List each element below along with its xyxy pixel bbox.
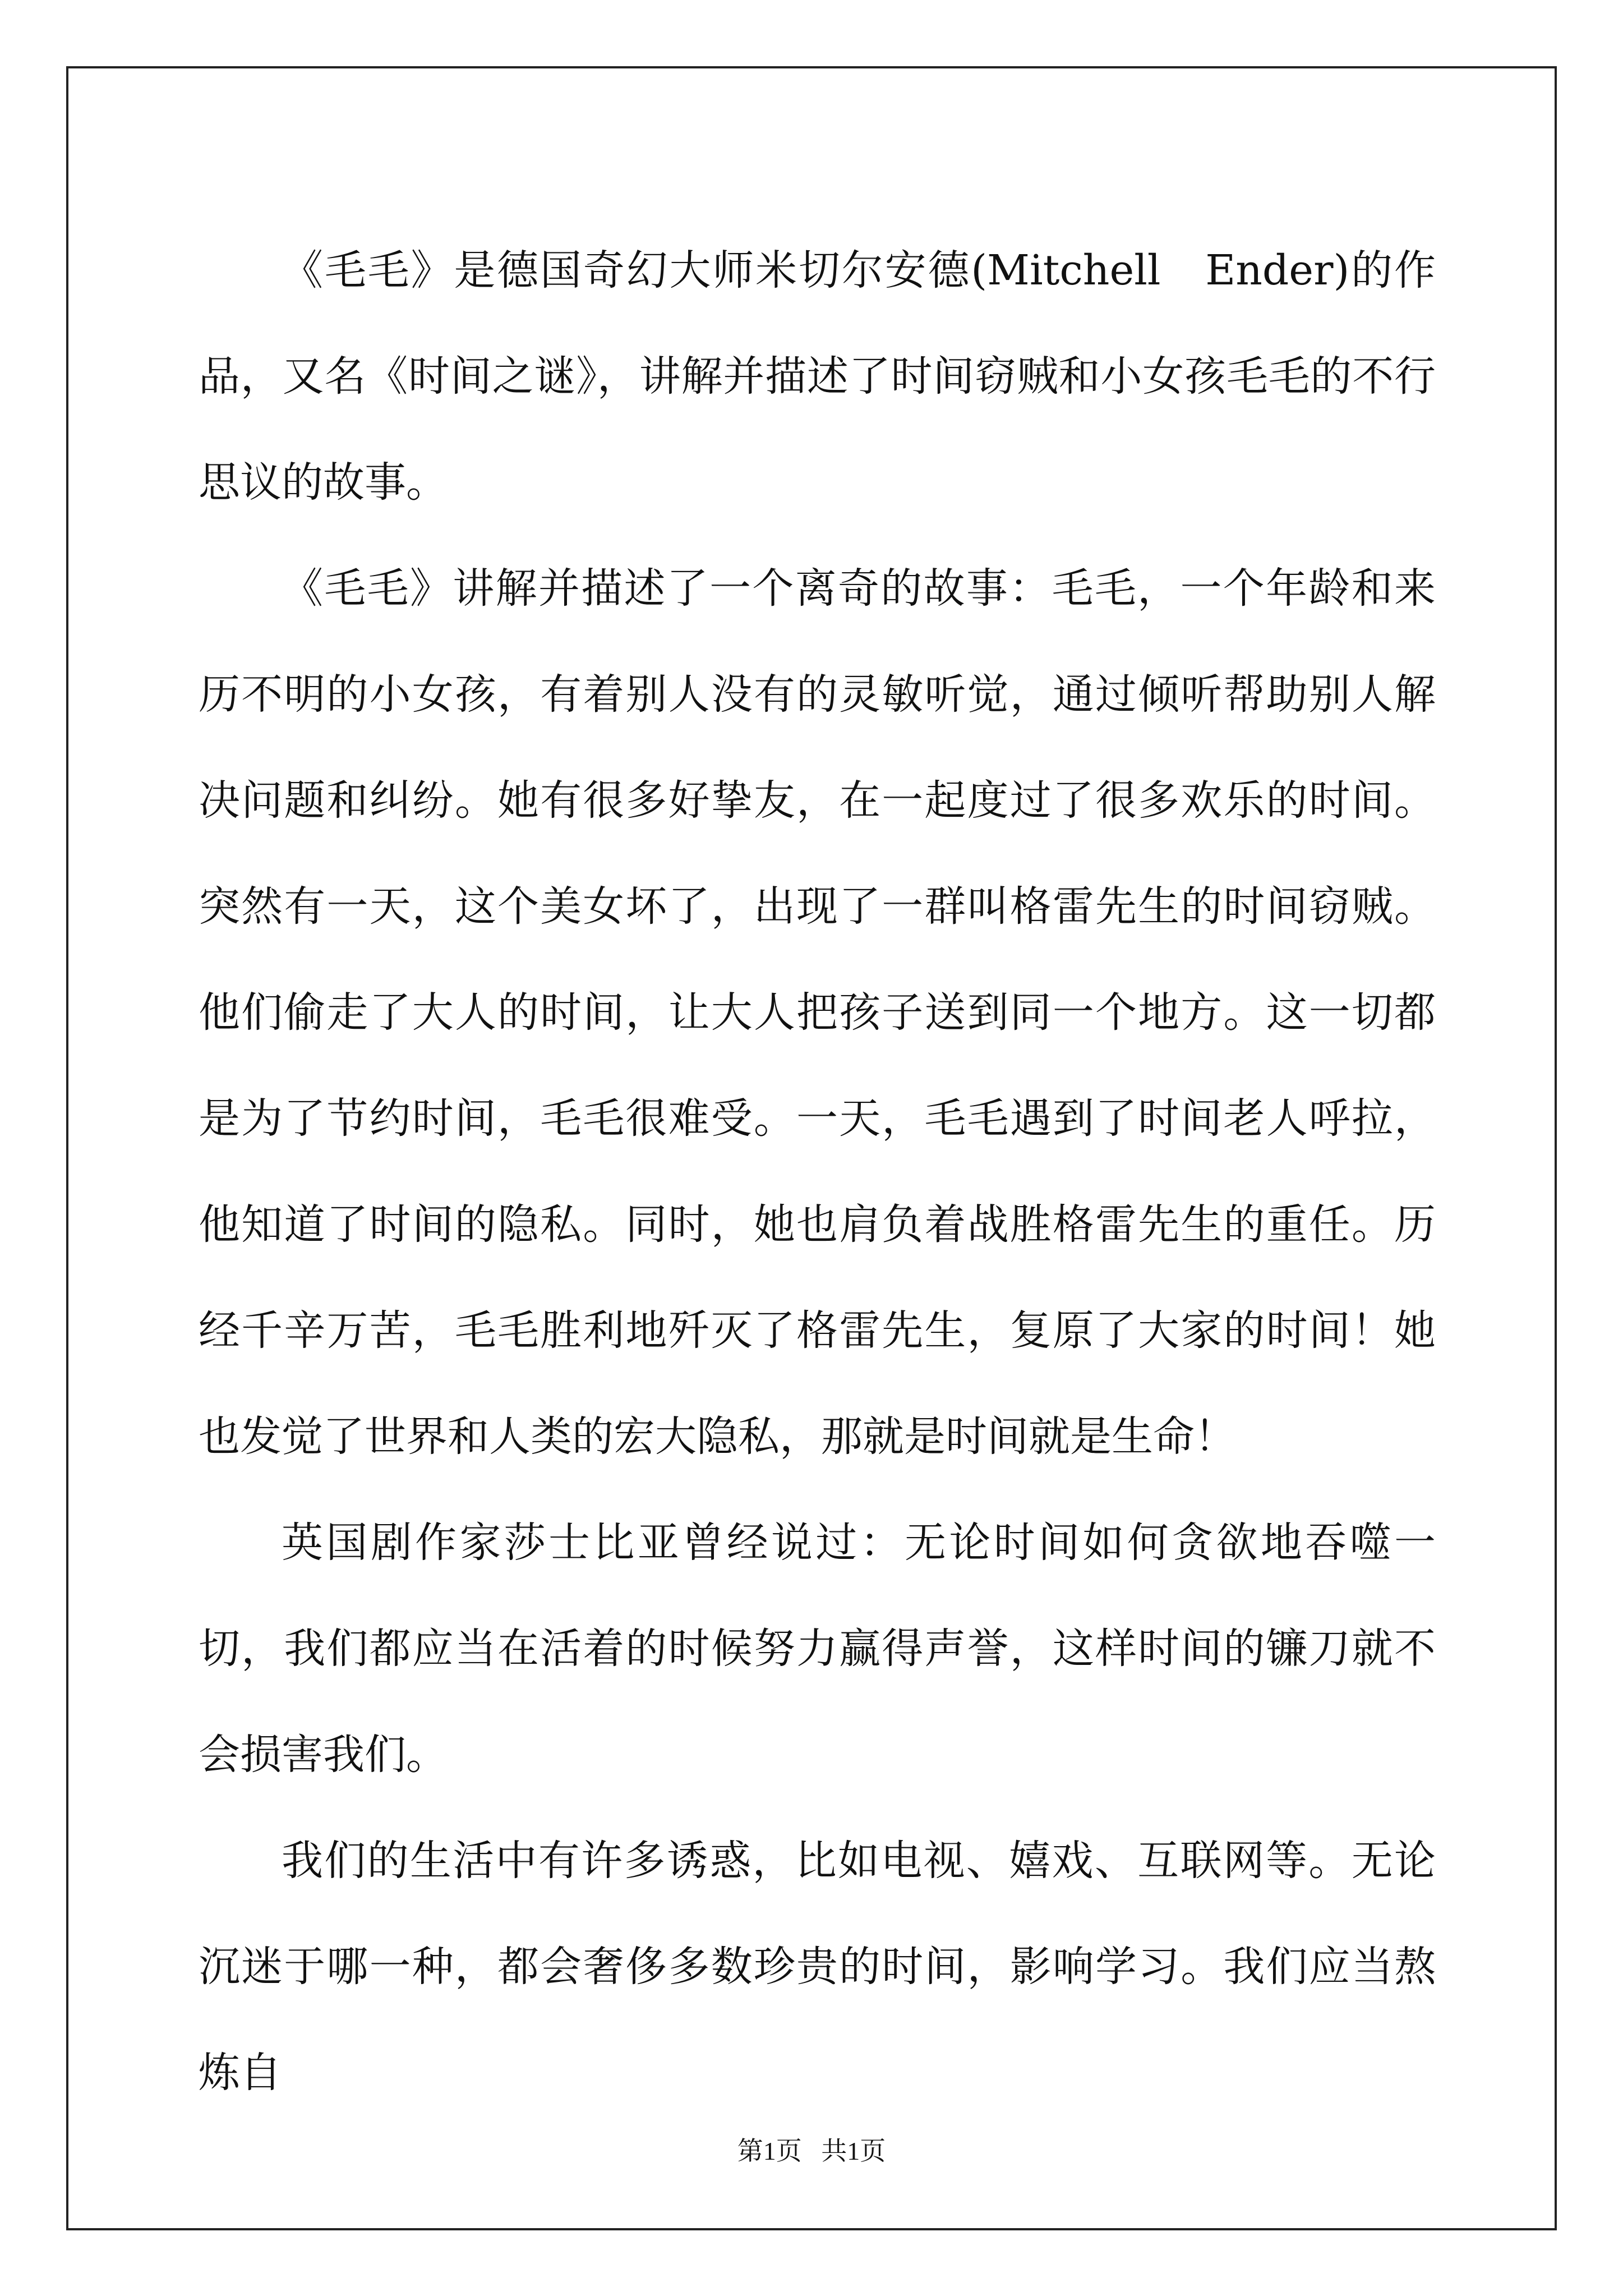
paragraph-1: 《毛毛》是德国奇幻大师米切尔安德(Mitchell Ender)的作品，又名《时间之谜》，讲解并描述了时间窃贼和小女孩毛毛的不行思议的故事。 bbox=[199, 246, 1436, 507]
document-body bbox=[199, 218, 1436, 2126]
paragraph-3: 英国剧作家莎士比亚曾经说过：无论时间如何贪欲地吞噬一切，我们都应当在活着的时候努力赢得声誉，这样时间的镰刀就不会损害我们。 bbox=[199, 1519, 1436, 1779]
paragraph-4: 我们的生活中有许多诱惑，比如电视、嬉戏、互联网等。无论沉迷于哪一种，都会奢侈多数珍贵的时间，影响学习。我们应当熬炼自 bbox=[199, 1837, 1436, 2097]
page-footer: 第1页 共1页 bbox=[737, 2137, 886, 2165]
paragraph-2: 《毛毛》讲解并描述了一个离奇的故事：毛毛，一个年龄和来历不明的小女孩，有着别人没有的灵敏听觉，通过倾听帮助别人解决问题和纠纷。她有很多好挚友，在一起度过了很多欢乐的时间。突然有一天，这个美女坏了，出现了一群叫格雷先生的时间窃贼。他们偷走了大人的时间，让大人把孩子送到同一个地方。这一切都是为了节约时间，毛毛很难受。一天，毛毛遇到了时间老人呼拉，他知道了时间的隐私。同时，她也肩负着战胜格雷先生的重任。历经千辛万苦，毛毛胜利地歼灭了格雷先生，复原了大家的时间！她也发觉了世界和人类的宏大隐私，那就是时间就是生命！ bbox=[199, 564, 1436, 1461]
